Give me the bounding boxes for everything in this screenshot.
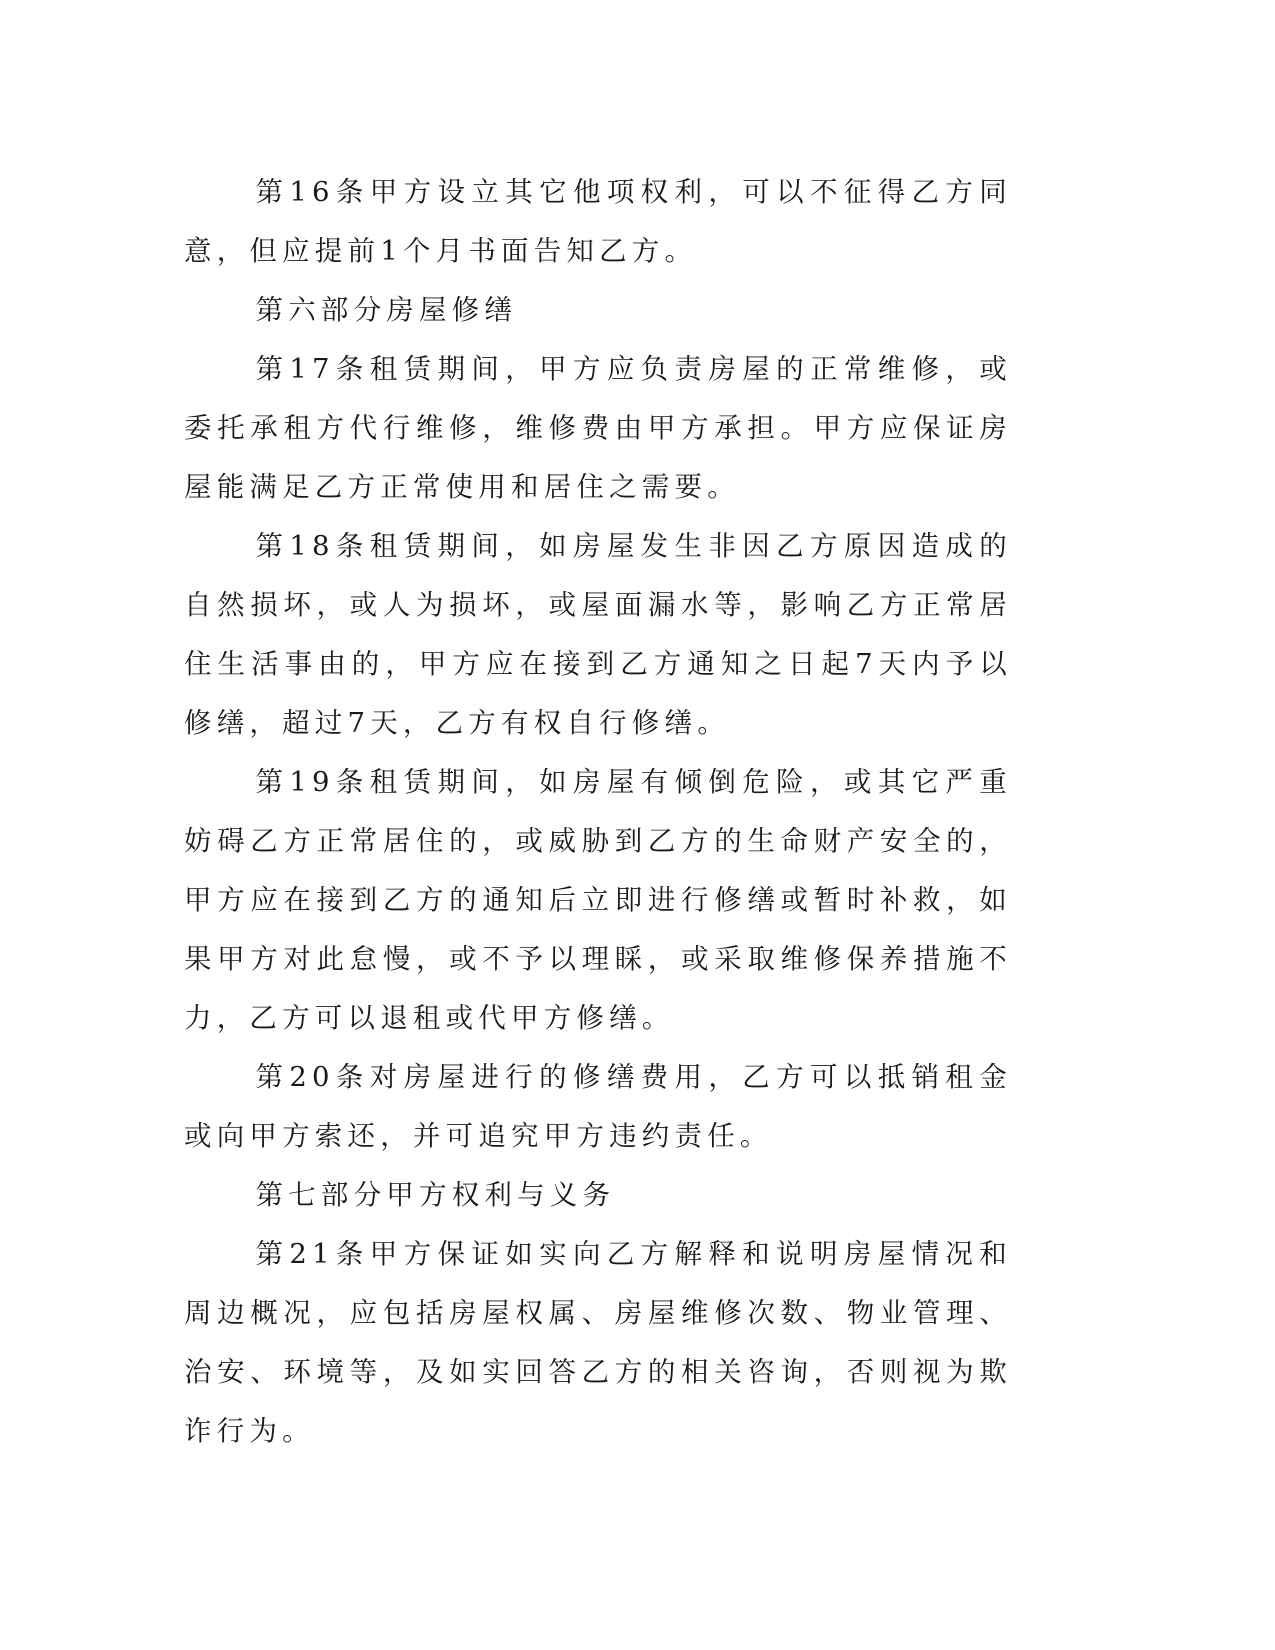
article-21-paragraph: 第21条甲方保证如实向乙方解释和说明房屋情况和周边概况，应包括房屋权属、房屋维修次数、物业管理、治安、环境等，及如实回答乙方的相关咨询，否则视为欺诈行为。 bbox=[184, 1238, 1012, 1447]
article-20-paragraph: 第20条对房屋进行的修缮费用，乙方可以抵销租金或向甲方索还，并可追究甲方违约责任。 bbox=[184, 1061, 1012, 1152]
article-18-paragraph: 第18条租赁期间，如房屋发生非因乙方原因造成的自然损坏，或人为损坏，或屋面漏水等，影响乙方正常居住生活事由的，甲方应在接到乙方通知之日起7天内予以修缮，超过7天，乙方有权自行修缮。 bbox=[184, 530, 1012, 739]
document-body bbox=[184, 163, 1012, 1461]
article-19-paragraph: 第19条租赁期间，如房屋有倾倒危险，或其它严重妨碍乙方正常居住的，或威胁到乙方的生命财产安全的，甲方应在接到乙方的通知后立即进行修缮或暂时补救，如果甲方对此怠慢，或不予以理睬，或采取维修保养措施不力，乙方可以退租或代甲方修缮。 bbox=[184, 766, 1012, 1034]
article-17-paragraph: 第17条租赁期间，甲方应负责房屋的正常维修，或委托承租方代行维修，维修费由甲方承担。甲方应保证房屋能满足乙方正常使用和居住之需要。 bbox=[184, 353, 1012, 503]
article-16-paragraph: 第16条甲方设立其它他项权利，可以不征得乙方同意，但应提前1个月书面告知乙方。 bbox=[184, 176, 1012, 267]
section-7-heading: 第七部分甲方权利与义务 bbox=[255, 1179, 616, 1211]
section-6-heading: 第六部分房屋修缮 bbox=[255, 294, 518, 326]
